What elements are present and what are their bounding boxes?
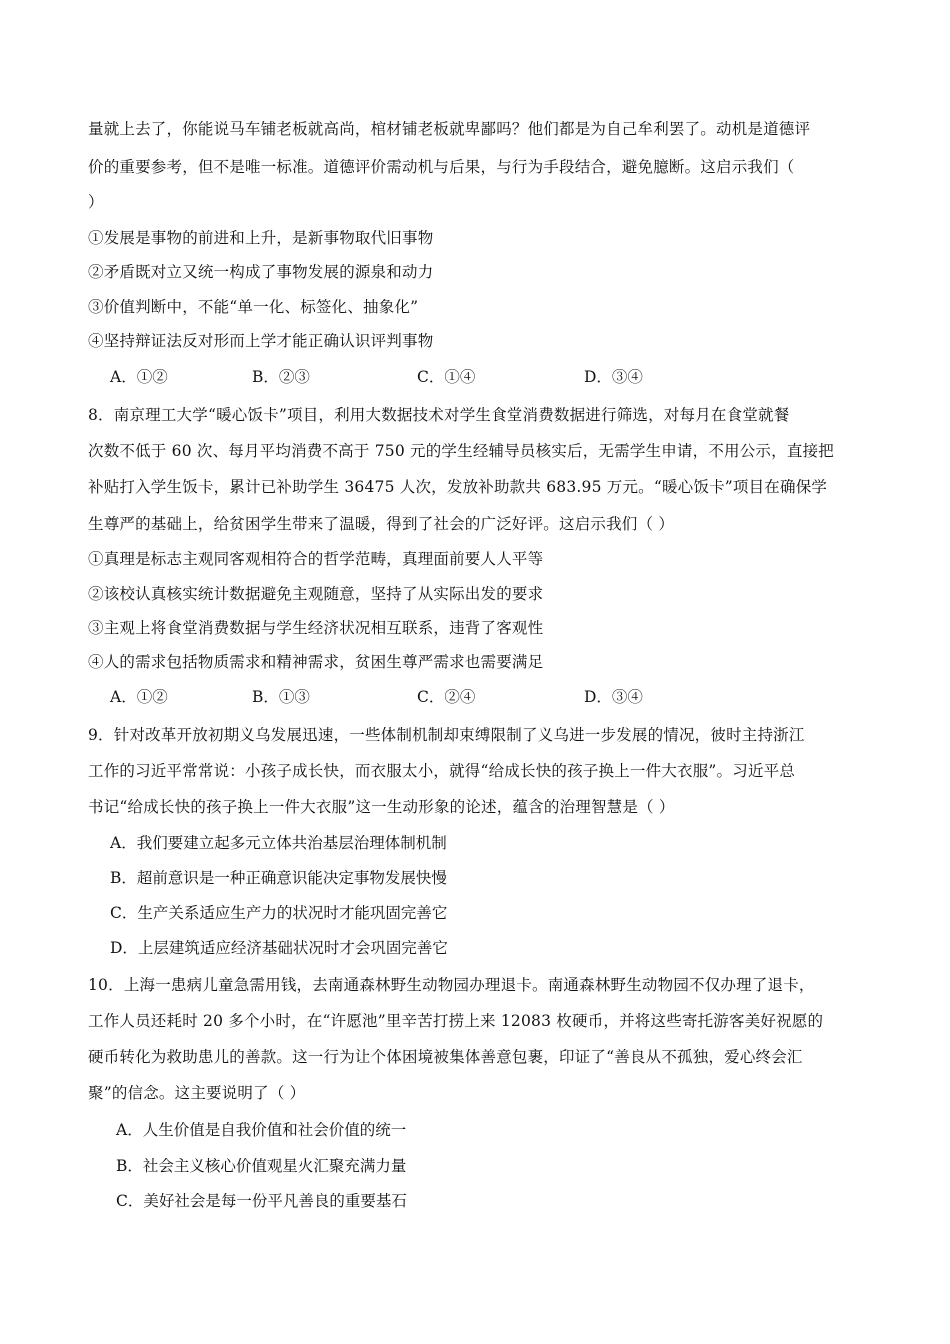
- q9-text-line: 9．针对改革开放初期义乌发展迅速，一些体制机制却束缚限制了义乌进一步发展的情况，彼时主持浙江: [88, 726, 805, 744]
- q8-statement-2: ②该校认真核实统计数据避免主观随意，坚持了从实际出发的要求: [88, 585, 544, 603]
- q7-text-line: 量就上去了，你能说马车铺老板就高尚，棺材铺老板就卑鄙吗？他们都是为自己牟利罢了。动机是道德评: [88, 120, 811, 138]
- q9-option-a[interactable]: A．我们要建立起多元立体共治基层治理体制机制: [110, 834, 447, 852]
- q10-text-line: 10．上海一患病儿童急需用钱，去南通森林野生动物园办理退卡。南通森林野生动物园不仅办理了退卡，: [88, 976, 815, 994]
- q10-text-line: 工作人员还耗时 20 多个小时，在“许愿池”里辛苦打捞上来 12083 枚硬币，并将这些寄托游客美好祝愿的: [88, 1012, 824, 1030]
- q7-statement-2: ②矛盾既对立又统一构成了事物发展的源泉和动力: [88, 263, 434, 281]
- q8-options: [110, 687, 810, 707]
- q7-statement-1: ①发展是事物的前进和上升，是新事物取代旧事物: [88, 229, 434, 247]
- q8-text-line: 生尊严的基础上，给贫困学生带来了温暖，得到了社会的广泛好评。这启示我们（ ）: [88, 515, 675, 533]
- q7-option-c[interactable]: C．①④: [417, 368, 476, 386]
- q8-option-c[interactable]: C．②④: [417, 688, 476, 706]
- q9-text-line: 工作的习近平常常说：小孩子成长快，而衣服太小，就得“给成长快的孩子换上一件大衣服”。习近平总: [88, 762, 796, 780]
- q7-option-b[interactable]: B．②③: [252, 368, 310, 386]
- q7-text-line: 价的重要参考，但不是唯一标准。道德评价需动机与后果，与行为手段结合，避免臆断。这启示我们（: [88, 158, 795, 176]
- q7-text-line: ）: [88, 193, 104, 211]
- q7-options: [110, 367, 810, 387]
- q8-text-line: 补贴打入学生饭卡，累计已补助学生 36475 人次，发放补助款共 683.95 万元。“暖心饭卡”项目在确保学: [88, 478, 828, 496]
- q9-text-line: 书记“给成长快的孩子换上一件大衣服”这一生动形象的论述，蕴含的治理智慧是（ ）: [88, 798, 675, 816]
- q8-text-line: 次数不低于 60 次、每月平均消费不高于 750 元的学生经辅导员核实后，无需学生申请，不用公示，直接把: [88, 442, 834, 460]
- q7-option-a[interactable]: A．①②: [110, 368, 168, 386]
- q8-option-b[interactable]: B．①③: [252, 688, 310, 706]
- q8-statement-1: ①真理是标志主观同客观相符合的哲学范畴，真理面前要人人平等: [88, 550, 544, 568]
- q10-option-a[interactable]: A．人生价值是自我价值和社会价值的统一: [116, 1121, 407, 1139]
- q10-option-c[interactable]: C．美好社会是每一份平凡善良的重要基石: [116, 1192, 407, 1210]
- q8-option-d[interactable]: D．③④: [584, 688, 643, 706]
- q9-option-c[interactable]: C．生产关系适应生产力的状况时才能巩固完善它: [110, 904, 448, 922]
- q9-option-b[interactable]: B．超前意识是一种正确意识能决定事物发展快慢: [110, 869, 447, 887]
- q8-option-a[interactable]: A．①②: [110, 688, 168, 706]
- q10-text-line: 聚”的信念。这主要说明了（ ）: [88, 1084, 306, 1102]
- q8-statement-4: ④人的需求包括物质需求和精神需求，贫困生尊严需求也需要满足: [88, 653, 544, 671]
- q7-statement-4: ④坚持辩证法反对形而上学才能正确认识评判事物: [88, 332, 434, 350]
- q10-option-b[interactable]: B．社会主义核心价值观星火汇聚充满力量: [116, 1157, 407, 1175]
- q8-statement-3: ③主观上将食堂消费数据与学生经济状况相互联系，违背了客观性: [88, 619, 544, 637]
- q8-text-line: 8．南京理工大学“暖心饭卡”项目，利用大数据技术对学生食堂消费数据进行筛选，对每月在食堂就餐: [88, 406, 790, 424]
- q7-option-d[interactable]: D．③④: [584, 368, 643, 386]
- q7-statement-3: ③价值判断中，不能“单一化、标签化、抽象化”: [88, 298, 419, 316]
- q10-text-line: 硬币转化为救助患儿的善款。这一行为让个体困境被集体善意包裹，印证了“善良从不孤独，爱心终会汇: [88, 1048, 803, 1066]
- q9-option-d[interactable]: D．上层建筑适应经济基础状况时才会巩固完善它: [110, 939, 448, 957]
